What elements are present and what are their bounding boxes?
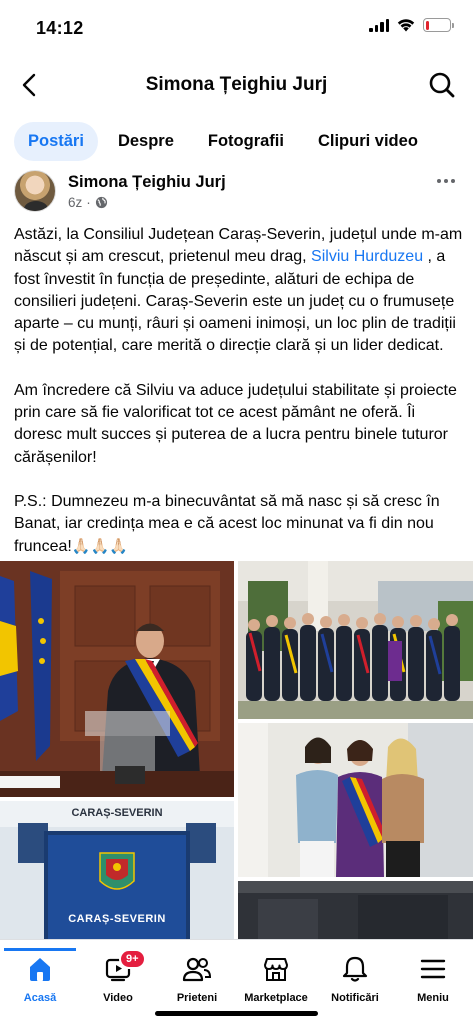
tab-photos[interactable]: Fotografii [207,132,284,150]
profile-tabs [14,122,432,161]
nav-friends-label: Prieteni [176,992,218,1004]
nav-home[interactable] [0,948,80,1004]
search-button[interactable] [427,70,457,100]
nav-video-label: Video [103,992,133,1004]
photo-grid [0,561,473,939]
post-meta [68,195,108,210]
photo-council-screen[interactable] [0,801,234,939]
nav-home-label: Acasă [23,992,57,1004]
praying-hands-icon: 🙏🏻🙏🏻🙏🏻 [71,537,128,555]
profile-header [0,60,473,110]
nav-video[interactable] [78,948,158,1004]
post-paragraph-1: Astăzi, la Consiliul Județean Caraș-Severin, județul unde m-am născut și am crescut, prietenul meu drag, Silviu Hurduzeu , a fost învestit în funcția de președinte, alături de echipa de consilieri județeni. Caraș-Severin este un județ cu o frumusețe aparte – cu munți, râuri și oameni inimoși, un loc plin de tradiții și de potențial, care merită o direcție clară și un lider dedicat. [14,226,463,355]
friends-icon [182,955,212,983]
nav-marketplace[interactable] [236,948,316,1004]
video-badge: 9+ [119,949,146,969]
mention-link[interactable]: Silviu Hurduzeu [311,248,424,266]
post-header [14,170,459,214]
nav-menu-label: Meniu [417,992,449,1004]
home-icon [26,955,54,983]
battery-icon [423,18,451,32]
photo-partial-image [238,881,473,939]
wifi-icon [397,18,415,32]
photo-three-women[interactable] [238,723,473,877]
photo-swearing-in-image [0,561,234,797]
nav-notifications-label: Notificări [331,992,379,1004]
nav-friends[interactable] [157,948,237,1004]
photo-partial[interactable] [238,881,473,939]
battery-level [426,21,429,30]
post-time[interactable]: 6z [68,195,83,210]
tab-about[interactable]: Despre [117,132,174,150]
photo-swearing-in[interactable] [0,561,234,797]
page-title: Simona Țeighiu Jurj [145,74,328,95]
nav-menu[interactable] [393,948,473,1004]
active-indicator [4,948,76,951]
photo-sign-top: CARAȘ-SEVERIN [71,807,163,819]
post-author[interactable]: Simona Țeighiu Jurj [68,173,226,191]
post-text [14,224,464,580]
post-paragraph-3: P.S.: Dumnezeu m-a binecuvântat să mă nasc și să cresc în Banat, iar credința mea e că acest loc minunat va fi din nou fruncea!🙏🏻🙏🏻🙏🏻 [14,491,464,558]
nav-notifications[interactable] [315,948,395,1004]
status-time: 14:12 [36,18,84,38]
menu-icon [419,955,447,983]
globe-icon [95,196,108,209]
nav-marketplace-label: Marketplace [244,992,308,1004]
photo-sign-bottom: CARAȘ-SEVERIN [68,913,166,925]
more-options-button[interactable] [433,174,459,188]
tab-videos[interactable]: Clipuri video [317,132,418,150]
tab-posts[interactable]: Postări [14,122,98,161]
status-bar [0,0,473,56]
photo-three-women-image [238,723,473,877]
status-icons [369,18,451,32]
post-paragraph-2: Am încredere că Silviu va aduce județului stabilitate și proiecte prin care să fie valorificat tot ce acest pământ ne oferă. Îi doresc mult succes și puterea de a lucra pentru binele tuturor cărășenilor! [14,381,457,466]
photo-council-group[interactable] [238,561,473,719]
bell-icon [341,955,369,983]
meta-separator: · [86,195,91,210]
home-indicator [155,1011,318,1016]
bottom-navigation [0,939,473,1024]
photo-council-group-image [238,561,473,719]
marketplace-icon [262,955,290,983]
avatar[interactable] [14,170,56,212]
signal-icon [369,19,389,32]
search-icon [427,70,457,100]
